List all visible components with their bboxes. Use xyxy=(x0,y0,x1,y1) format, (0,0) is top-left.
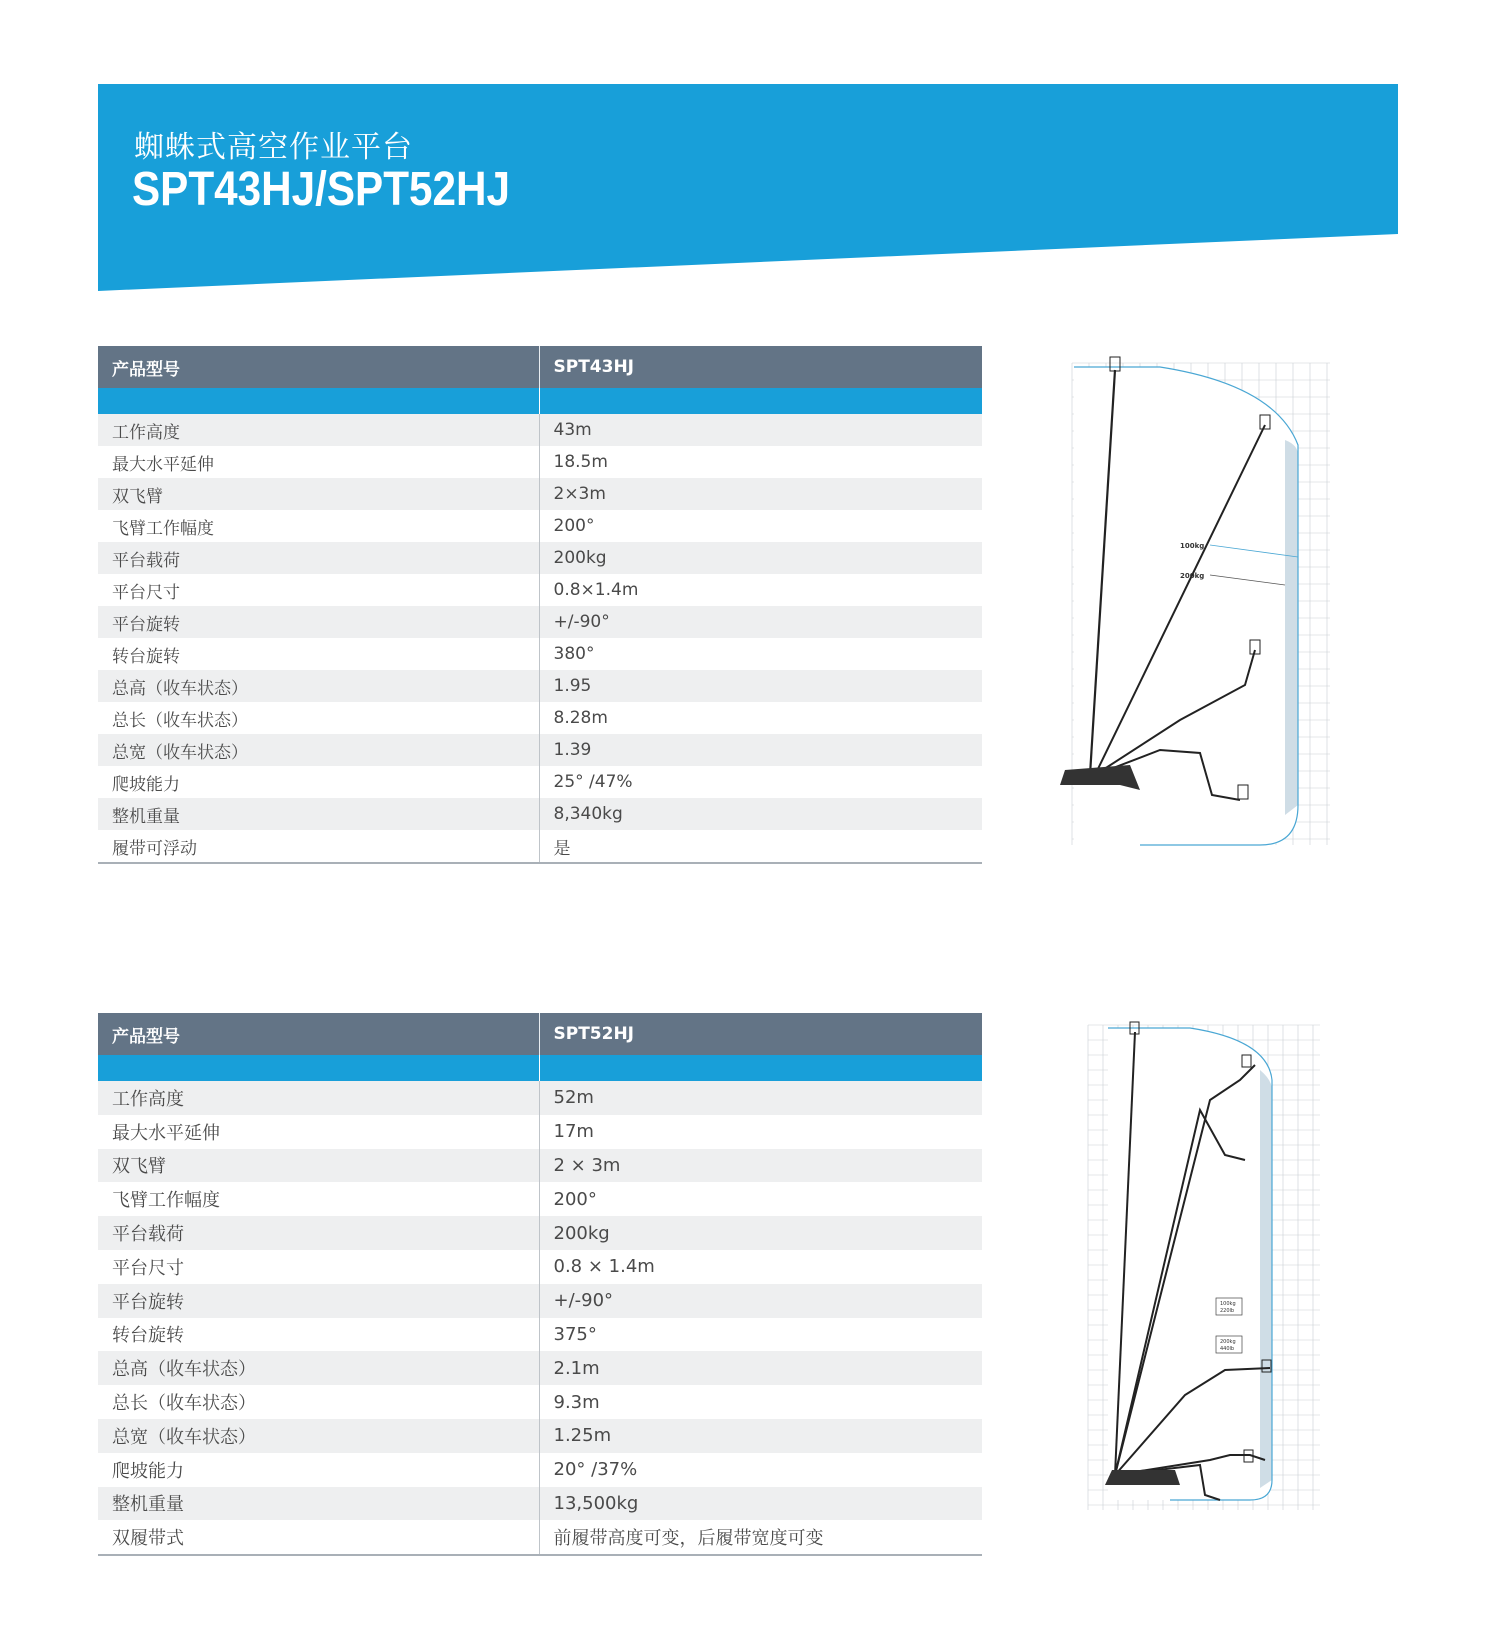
spec-value: 是 xyxy=(539,830,982,863)
spec-value: 13,500kg xyxy=(539,1487,982,1521)
spec-key: 工作高度 xyxy=(98,1081,539,1115)
table-row xyxy=(98,1453,982,1487)
spec-value: 1.25m xyxy=(539,1419,982,1453)
spec-key: 转台旋转 xyxy=(98,1318,539,1352)
spec-key: 平台尺寸 xyxy=(98,1250,539,1284)
spec-key: 总长（收车状态） xyxy=(98,1385,539,1419)
spec-key: 平台载荷 xyxy=(98,1216,539,1250)
load-label-100kg: 100kg xyxy=(1220,1301,1236,1307)
table-row xyxy=(98,1318,982,1352)
load-label-220lb: 220lb xyxy=(1220,1308,1235,1314)
header-model: SPT52HJ xyxy=(539,1013,982,1055)
table-header-row xyxy=(98,1013,982,1055)
table-row xyxy=(98,638,982,670)
table-row xyxy=(98,1385,982,1419)
spec-value: 200° xyxy=(539,1182,982,1216)
table-row xyxy=(98,830,982,863)
load-label-440lb: 440lb xyxy=(1220,1346,1235,1352)
spec-value: +/-90° xyxy=(539,1284,982,1318)
spec-value: 25° /47% xyxy=(539,766,982,798)
table-row xyxy=(98,574,982,606)
table-row xyxy=(98,1487,982,1521)
spec-value: +/-90° xyxy=(539,606,982,638)
table-row xyxy=(98,1115,982,1149)
load-label-100kg: 100kg xyxy=(1180,542,1205,550)
spec-value: 9.3m xyxy=(539,1385,982,1419)
working-range-chart xyxy=(1080,1010,1340,1530)
spec-key: 整机重量 xyxy=(98,798,539,830)
table-row xyxy=(98,542,982,574)
spec-value: 前履带高度可变，后履带宽度可变 xyxy=(539,1520,982,1555)
spec-value: 2×3m xyxy=(539,478,982,510)
spec-value: 200kg xyxy=(539,1216,982,1250)
table-row xyxy=(98,1250,982,1284)
table-row xyxy=(98,1216,982,1250)
spec-value: 18.5m xyxy=(539,446,982,478)
spec-value: 1.95 xyxy=(539,670,982,702)
spec-key: 总高（收车状态） xyxy=(98,1351,539,1385)
spec-key: 最大水平延伸 xyxy=(98,446,539,478)
spec-value: 17m xyxy=(539,1115,982,1149)
table-row xyxy=(98,478,982,510)
spec-table-spt52hj xyxy=(98,1013,982,1556)
table-row xyxy=(98,414,982,446)
spec-key: 平台载荷 xyxy=(98,542,539,574)
table-row xyxy=(98,1182,982,1216)
table-row xyxy=(98,1351,982,1385)
banner-subtitle: 蜘蛛式高空作业平台 xyxy=(134,130,413,165)
spec-value: 43m xyxy=(539,414,982,446)
banner-title: SPT43HJ/SPT52HJ xyxy=(132,163,511,216)
spec-value: 375° xyxy=(539,1318,982,1352)
spec-value: 20° /37% xyxy=(539,1453,982,1487)
spec-key: 双飞臂 xyxy=(98,1149,539,1183)
spec-value: 200° xyxy=(539,510,982,542)
table-row xyxy=(98,1284,982,1318)
table-row xyxy=(98,1520,982,1555)
spec-table-spt43hj xyxy=(98,346,982,864)
accent-row xyxy=(98,388,982,414)
working-range-diagram-spt52hj xyxy=(1080,1010,1340,1530)
spec-key: 双飞臂 xyxy=(98,478,539,510)
spec-key: 总宽（收车状态） xyxy=(98,734,539,766)
table-header-row xyxy=(98,346,982,388)
header-banner xyxy=(98,84,1398,291)
spec-key: 总长（收车状态） xyxy=(98,702,539,734)
table-row xyxy=(98,510,982,542)
spec-value: 2 × 3m xyxy=(539,1149,982,1183)
spec-key: 工作高度 xyxy=(98,414,539,446)
spec-value: 0.8×1.4m xyxy=(539,574,982,606)
spec-key: 平台旋转 xyxy=(98,1284,539,1318)
table-row xyxy=(98,1149,982,1183)
table-row xyxy=(98,606,982,638)
table-row xyxy=(98,702,982,734)
table-row xyxy=(98,734,982,766)
load-label-200kg: 200kg xyxy=(1180,572,1205,580)
spec-value: 1.39 xyxy=(539,734,982,766)
spec-value: 8,340kg xyxy=(539,798,982,830)
envelope-band xyxy=(1285,440,1298,815)
spec-value: 0.8 × 1.4m xyxy=(539,1250,982,1284)
spec-key: 飞臂工作幅度 xyxy=(98,1182,539,1216)
spec-value: 8.28m xyxy=(539,702,982,734)
spec-key: 平台旋转 xyxy=(98,606,539,638)
spec-key: 整机重量 xyxy=(98,1487,539,1521)
spec-key: 转台旋转 xyxy=(98,638,539,670)
table-row xyxy=(98,1081,982,1115)
spec-key: 总高（收车状态） xyxy=(98,670,539,702)
spec-value: 2.1m xyxy=(539,1351,982,1385)
spec-key: 最大水平延伸 xyxy=(98,1115,539,1149)
table-row xyxy=(98,446,982,478)
header-model: SPT43HJ xyxy=(539,346,982,388)
spec-key: 爬坡能力 xyxy=(98,766,539,798)
table-row xyxy=(98,1419,982,1453)
spec-value: 380° xyxy=(539,638,982,670)
spec-value: 200kg xyxy=(539,542,982,574)
spec-key: 总宽（收车状态） xyxy=(98,1419,539,1453)
chassis xyxy=(1105,1470,1180,1485)
table-row xyxy=(98,670,982,702)
spec-key: 爬坡能力 xyxy=(98,1453,539,1487)
working-range-chart xyxy=(1060,345,1350,865)
envelope-band xyxy=(1260,1070,1272,1488)
spec-key: 飞臂工作幅度 xyxy=(98,510,539,542)
spec-key: 双履带式 xyxy=(98,1520,539,1555)
table-row xyxy=(98,766,982,798)
header-label: 产品型号 xyxy=(98,1013,539,1055)
spec-key: 平台尺寸 xyxy=(98,574,539,606)
spec-key: 履带可浮动 xyxy=(98,830,539,863)
load-label-200kg: 200kg xyxy=(1220,1339,1236,1345)
accent-row xyxy=(98,1055,982,1081)
spec-value: 52m xyxy=(539,1081,982,1115)
table-row xyxy=(98,798,982,830)
header-label: 产品型号 xyxy=(98,346,539,388)
working-range-diagram-spt43hj xyxy=(1060,345,1350,865)
